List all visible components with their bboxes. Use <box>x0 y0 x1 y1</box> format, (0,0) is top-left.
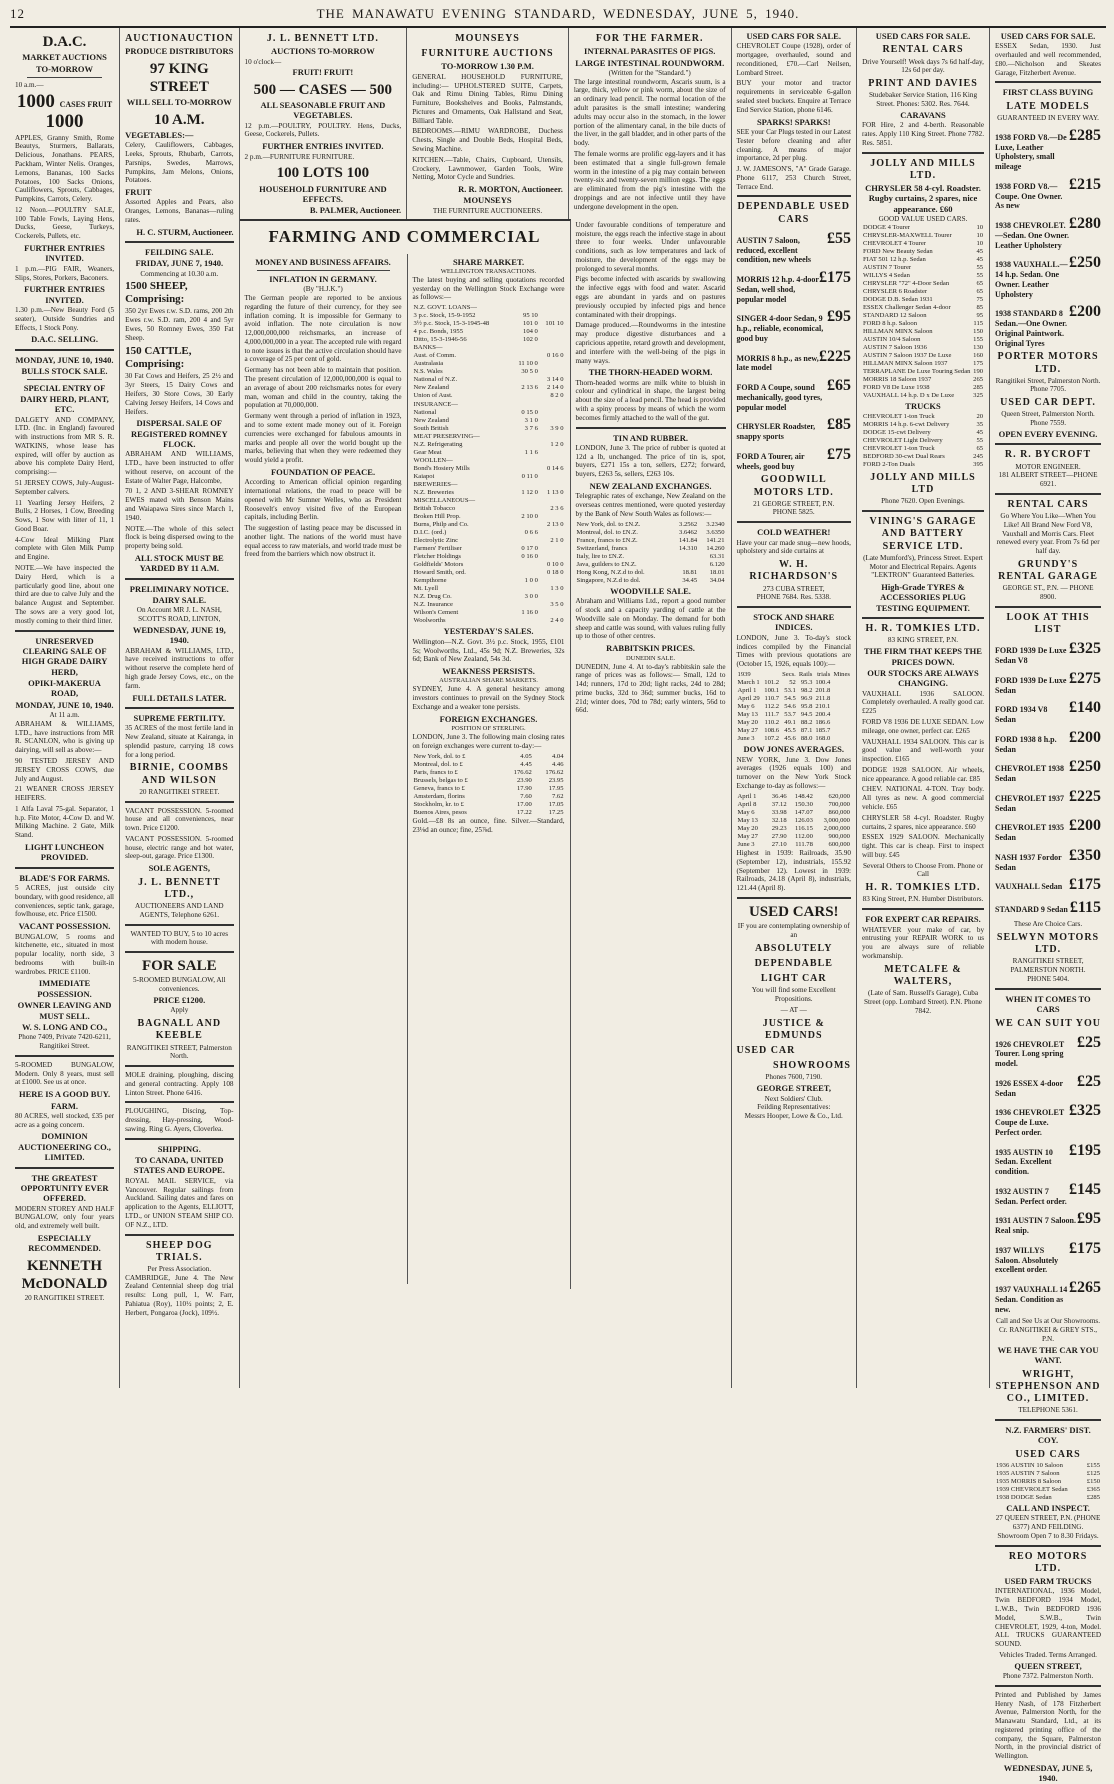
share-row: 3 p.c. Stock, 15-9-1952 95 10 <box>413 312 538 320</box>
fx-row: Montreal, dol. to £ 4.45 4.46 <box>413 760 564 768</box>
dow-row: May 20 29.23 116.15 2,000,000 <box>737 824 850 832</box>
car-row: AUSTIN 7 Saloon 1937 De Luxe 160 <box>862 352 984 360</box>
stock-row: May 20 110.2 49.1 88.2 186.6 <box>737 719 831 727</box>
share-row: Electrolytic Zinc 2 1 0 <box>413 537 564 545</box>
nz-exchange-row: Java, guilders to £N.Z. 6.120 <box>576 560 725 568</box>
truck-row: BEDFORD 30-cwt Dual Rears 245 <box>862 453 984 460</box>
columns <box>10 28 1106 1784</box>
car-listing: 1935 AUSTIN 10 Sedan. Excellent condition. £195 <box>995 1141 1102 1177</box>
truck-row: CHEVROLET 1-ton Truck 65 <box>862 444 984 452</box>
car-listing: 1926 ESSEX 4-door Sedan £25 <box>995 1072 1102 1098</box>
share-row: British Tobacco 2 3 6 <box>413 504 564 512</box>
dow-row: May 27 27.90 112.00 900,000 <box>737 832 850 840</box>
share-row: 4 p.c. Bonds, 1955 104 0 <box>413 328 538 336</box>
fx-row: Stockholm, kr. to £ 17.00 17.05 <box>413 800 564 808</box>
car-row: ESSEX Challenger Sedan 4-door 85 <box>862 304 984 312</box>
car-listing: 1938 FORD V8.—Coupe. One Owner. As new £215 <box>995 175 1102 211</box>
stock-row: May 27 108.6 45.5 87.1 185.7 <box>737 727 831 735</box>
fx-row: Buenos Aires, pesos 17.22 17.25 <box>413 808 564 816</box>
car-row: FORD 8 h.p. Saloon 115 <box>862 320 984 328</box>
car-row: AUSTIN 10/4 Saloon 155 <box>862 336 984 344</box>
bennett-auction-ad: J. L. BENNETT LTD. AUCTIONS TO-MORROW 10 o'clock— FRUIT! FRUIT! 500 — CASES — 500 ALL SEASONABLE FRUIT AND VEGETABLES. 12 p.m.—POULTRY, POULTRY. Hens, Ducks, Geese, Cockerels, Pullets. FURTHER ENTRIES INVITED. 2 p.m.—FURNITURE FURNITURE. 100 LOTS 100 HOUSEHOLD FURNITURE AND EFFECTS. B. PALMER, Auctioneer. <box>240 28 408 219</box>
share-row: Gear Meat 1 1 6 <box>413 448 538 456</box>
car-listing: 1936 CHEVROLET Coupe de Luxe. Perfect order. £325 <box>995 1102 1102 1137</box>
fx-row: Brussels, belgas to £ 23.90 23.95 <box>413 776 564 784</box>
share-row: N.Z. Refrigerating 1 2 0 <box>413 440 564 448</box>
share-row: South British 3 7 6 3 9 0 <box>413 424 564 432</box>
car-listing: FORD A Coupe, sound mechanically, good tyres, popular model £65 <box>736 377 851 412</box>
share-row: D.I.C. (ord.) 0 6 6 <box>413 529 538 537</box>
car-listing: FORD A Tourer, air wheels, good buy £75 <box>736 445 851 471</box>
car-listing: 1931 AUSTIN 7 Saloon. Real snip. £95 <box>995 1210 1102 1236</box>
nz-exchange-row: Italy, lire to £N.Z. 63.31 <box>576 552 725 560</box>
share-row: Ditto, 15-3-1946-56 102 0 <box>413 336 538 344</box>
truck-row: FORD 2-Ton Duals 395 <box>862 461 984 469</box>
car-listing: 1938 STANDARD 8 Sedan.—One Owner. Original Paintwork. Original Tyres £200 <box>995 303 1102 348</box>
centre-block <box>240 28 732 1388</box>
share-row: Howard Smith, ord. 0 18 0 <box>413 569 564 577</box>
farming-commercial-banner: FARMING AND COMMERCIAL <box>268 226 541 246</box>
column-6: USED CARS FOR SALE. CHEVROLET Coupe (1928), order of mortgagee, overhauled, sound and reconditioned, £70.—Carl Neilsen, Lombard Street. BUY your motor and tractor requirements in serviceable 6-gallon sealed steel buckets. Enquire at Terrace End Service Station, phone 6146. SPARKS! SPARKS! SEE your Car Plugs tested in our Latest Tester before cleaning and after cleaning. A means of major importance, 2d per plug. J. W. JAMESON'S, "A" Grade Garage. Phone 6117, 253 Church Street, Terrace End. DEPENDABLE USED CARS AUSTIN 7 Saloon, reduced, excellent condition, new wheels £55 MORRIS 12 h.p. 4-door Sedan, well shod, popular model £175 SINGER 4-door Sedan, 9 h.p., reliable, economical, good buy £95 MORRIS 8 h.p., as new, late model £225 FORD A Coupe, sound mechanically, good tyres, popular model £65 CHRYSLER Roadster, snappy sports £85 FORD A Tourer, air wheels, good buy £75 GOODWILL MOTORS LTD. 21 GEORGE STREET, P.N. PHONE 5825. COLD WEATHER! Have your car made snug—new hoods, upholstery and side curtains at W. H. RICHARDSON'S 273 CUBA STREET, PHONE 7684. Res. 5338. STOCK AND SHARE INDICES. LONDON, June 3. To-day's stock indices compiled by the Financial Times with previous quotations are (October 15, 1926, equals 100):— 1939 Secs. Rails trials Mines March 1 101.2 52 95.3 100.4 April 1 100.1 53.1 98.2 201.8 April 29 110.7 54.5 96.9 211.8 May 6 112.2 54.6 95.8 210.1 May 13 111.7 53.7 94.5 200.4 May 20 110.2 49.1 88.2 186.6 May 27 108.6 45.5 87.1 185.7 June 3 107.2 45.6 88.0 168.0 DOW JONES AVERAGES. NEW YORK, June 3. Dow Jones averages (1926 equals 100) and turnover on the New York Stock Exchange to-day as follows:— April 1 36.46 148.42 620,000 April 8 37.12 150.30 700,000 May 6 33.98 147.07 860,000 May 13 32.18 126.03 3,000,000 May 20 29.23 116.15 2,000,000 May 27 27.90 112.00 900,000 June 3 27.10 111.78 600,000 Highest in 1939: Railroads, 35.90 (September 12), industrials, 155.92 (September 12). Lowest in 1939: Railroads, 24.18 (April 8), industrials, 121.44 (April 8). USED CARS! IF you are contemplating ownership of an ABSOLUTELY DEPENDABLE LIGHT CAR You will find some Excellent Propositions. — AT — JUSTICE & EDMUNDS USED CAR SHOWROOMS Phones 7600, 7190. GEORGE STREET, Next Soldiers' Club. Feilding Representatives: Messrs Hooper, Lowe & Co., Ltd. <box>732 28 857 1388</box>
stock-row: May 6 112.2 54.6 95.8 210.1 <box>737 703 831 711</box>
car-listing: STANDARD 9 Sedan £115 <box>995 898 1102 916</box>
dac-heading: D.A.C. <box>42 34 87 50</box>
dow-row: April 1 36.46 148.42 620,000 <box>737 792 850 800</box>
nz-exchange-row: Montreal, dol. to £N.Z. 3.6462 3.6350 <box>576 528 725 536</box>
share-row: N.Z. GOVT. LOANS— <box>413 304 477 312</box>
farmers-cars-table <box>995 1462 1101 1502</box>
fx-row: Geneva, francs to £ 17.90 17.95 <box>413 784 564 792</box>
kenneth-mcdonald: KENNETH McDONALD <box>21 1257 108 1292</box>
share-row: Goldfields' Motors 0 10 0 <box>413 561 564 569</box>
stock-row: June 3 107.2 45.6 88.0 168.0 <box>737 735 831 743</box>
mounseys-ad: MOUNSEYS FURNITURE AUCTIONS TO-MORROW 1.30 P.M. GENERAL HOUSEHOLD FURNITURE, including:— UPHOLSTERED SUITE, Carpets, Oak and Rimu Dining Tables, Rimu Dining Furniture, Bookshelves and Books, Palmstands, Pictures and Ornaments, Oak Hallstand and Seat, Billiard Table. BEDROOMS.—RIMU WARDROBE, Duchess Chests, Single and Double Beds, Hospital Beds, Sewing Machine. KITCHEN.—Table, Chairs, Cupboard, Utensils, Crockery, Lawnmower, Garden Tools, Wire Netting, Motor Cycle and Sundries. R. R. MORTON, Auctioneer. MOUNSEYS THE FURNITURE AUCTIONEERS. <box>407 28 569 219</box>
share-row: INSURANCE— <box>413 400 458 408</box>
share-row: Fletcher Holdings 0 16 0 <box>413 553 538 561</box>
share-row: N.S. Wales 30 5 0 <box>413 368 538 376</box>
share-row: Bond's Hosiery Mills 0 14 6 <box>413 464 564 472</box>
share-row: MEAT PRESERVING— <box>413 432 480 440</box>
car-listing: MORRIS 12 h.p. 4-door Sedan, well shod, popular model £175 <box>736 269 851 304</box>
jolly-trucks-table <box>862 413 984 469</box>
share-row: BANKS— <box>413 344 443 352</box>
car-row: CHRYSLER-MAXWELL Tourer 10 <box>862 231 984 239</box>
truck-row: MORRIS 14 h.p. 6-cwt Delivery 35 <box>862 420 984 428</box>
car-listing: CHRYSLER Roadster, snappy sports £85 <box>736 416 851 442</box>
share-row: Kaiapoi 0 11 0 <box>413 472 538 480</box>
car-row: CHEVROLET 4 Tourer 10 <box>862 239 984 247</box>
share-row: New Zealand 2 13 6 2 14 0 <box>413 384 564 392</box>
share-row: New Zealand 3 1 0 <box>413 416 538 424</box>
car-listing: 1938 CHEVROLET.—Sedan. One Owner. Leather Upholstery £280 <box>995 215 1102 250</box>
share-row: WOOLLEN— <box>413 456 453 464</box>
nz-exchange-row: Switzerland, francs 14.310 14.260 <box>576 544 725 552</box>
column-1: D.A.C. MARKET AUCTIONS TO-MORROW 10 a.m.— 1000 CASES FRUIT 1000 APPLES, Granny Smith, Rome Beautys, Sturmers, Ballarats, Delicious, Jonathans. PEARS, Packham, Winter Nelis. Oranges, Lemons, Bananas, 100 Sacks Potatoes, 100 Sacks Onions, Cauliflowers, Sprouts, Cabbages, Pumpkins, Carrots, Celery. 12 Noon.—POULTRY SALE, 100 Table Fowls, Laying Hens, Ducks, Geese, Turkeys, Cockerels, Pullets, etc. FURTHER ENTRIES INVITED. 1 p.m.—PIG FAIR, Weaners, Slips, Stores, Porkers, Baconers. FURTHER ENTRIES INVITED. 1.30 p.m.—New Beauty Ford (5 seater), Outside Sundries and Effects, 1 Stock Pony. D.A.C. SELLING. MONDAY, JUNE 10, 1940. BULLS STOCK SALE. SPECIAL ENTRY OF DAIRY HERD, PLANT, ETC. DALGETY AND COMPANY, LTD. (Inc. in England) favoured with instructions from MR S. R. WATKINS, whose lease has expired, will offer by auction as above his complete Dairy Herd, comprising:— 51 JERSEY COWS, July-August-September calvers. 11 Yearling Jersey Heifers, 2 Bulls, 2 Horses, 1 Cow, Breeding Sows, 1 Sow with litter of 11, 1 Good Boar. 4-Cow Ideal Milking Plant complete with Glen Milk Pump and Engine. NOTE.—We have inspected the Dairy Herd, which is a particularly good line, about one third are due to calve July and the balance August and September. The sows are a very good lot, mostly coming to their third litter. UNRESERVED CLEARING SALE OF HIGH GRADE DAIRY HERD, OPIKI-MAKERUA ROAD, MONDAY, JUNE 10, 1940. At 11 a.m. ABRAHAM & WILLIAMS, LTD., have instructions from MR R. SCANLON, who is giving up dairying, will sell as above:— 90 TESTED JERSEY AND JERSEY CROSS COWS, due July and August. 21 WEANER CROSS JERSEY HEIFERS. 1 Alfa Laval 75-gal. Separator, 1 h.p. Fite Motor, 4-Cow D. and W. Milking Machine. 2 Gate, Milk Stand. LIGHT LUNCHEON PROVIDED. BLADE'S FOR FARMS. 5 ACRES, just outside city boundary, with good residence, all conveniences, septic tank, garage, fowlhouse, etc. Price £1500. VACANT POSSESSION. BUNGALOW, 5 rooms and kitchenette, etc., situated in most popular locality, north side, 3 bedrooms with built-in wardrobes. PRICE £1100. IMMEDIATE POSSESSION. OWNER LEAVING AND MUST SELL. W. S. LONG AND CO., Phone 7409, Private 7420-6211, Rangitikei Street. 5-ROOMED BUNGALOW, Modern. Only 8 years, must sell at £1000. See us at once. HERE IS A GOOD BUY. FARM. 80 ACRES, well stocked, £35 per acre as a going concern. DOMINION AUCTIONEERING CO., LIMITED. THE GREATEST OPPORTUNITY EVER OFFERED. MODERN STOREY AND HALF BUNGALOW, only four years old, and extremely well built. ESPECIALLY RECOMMENDED. KENNETH McDONALD 20 RANGITIKEI STREET. <box>10 28 120 1388</box>
car-row: HILLMAN MINX Saloon 150 <box>862 328 984 336</box>
nz-exchange-table <box>576 521 726 585</box>
share-row: National 0 15 0 <box>413 408 538 416</box>
car-listing: MORRIS 8 h.p., as new, late model £225 <box>736 347 851 373</box>
share-market-article: SHARE MARKET. WELLINGTON TRANSACTIONS. The latest buying and selling quotations recorded yesterday on the Wellington Stock Exchange were as follows:— N.Z. GOVT. LOANS— 3 p.c. Stock, 15-9-1952 95 10 3½ p.c. Stock, 15-3-1945-48 101 0 101 10 4 p.c. Bonds, 1955 104 0 Ditto, 15-3-1946-56 102 0 BANKS— Aust. of Comm. 0 16 0 Australasia 11 10 0 N.S. Wales 30 5 0 National of N.Z. 3 14 0 New Zealand 2 13 6 2 14 0 Union of Aust. 8 2 0 INSURANCE— National 0 15 0 New Zealand 3 1 0 South British 3 7 6 3 9 0 MEAT PRESERVING— N.Z. Refrigerating 1 2 0 Gear Meat 1 1 6 WOOLLEN— Bond's Hosiery Mills 0 14 6 Kaiapoi 0 11 0 BREWERIES— N.Z. Breweries 1 12 0 1 13 0 MISCELLANEOUS— British Tobacco 2 3 6 Broken Hill Prop. 2 10 0 Burns, Philp and Co. 2 13 0 D.I.C. (ord.) 0 6 6 Electrolytic Zinc 2 1 0 Farmers' Fertiliser 0 17 0 Fletcher Holdings 0 16 0 Goldfields' Motors 0 10 0 Howard Smith, ord. 0 18 0 Kempthorne 1 0 0 Mt. Lyell 1 3 0 N.Z. Drug Co. 3 0 0 N.Z. Insurance 3 5 0 Wilson's Cement 1 16 0 Woolworths 2 4 0 YESTERDAY'S SALES. Wellington—N.Z. Govt. 3½ p.c. Stock, 1955, £101 5s; Woolworths, Ltd., 45s 9d; N.Z. Breweries, 32s 6d; Bank of New Zealand, 54s 3d. WEAKNESS PERSISTS. AUSTRALIAN SHARE MARKETS. SYDNEY, June 4. A general hesitancy among investors continues to prevail on the Sydney Stock Exchange and a weaker tone persists. FOREIGN EXCHANGES. POSITION OF STERLING. LONDON, June 3. The following main closing rates on foreign exchanges were current to-day:— New York, dol. to £ 4.05 4.04 Montreal, dol. to £ 4.45 4.46 Paris, francs to £ 176.62 176.62 Brussels, belgas to £ 23.90 23.95 Geneva, francs to £ 17.90 17.95 Amsterdam, florins 7.60 7.62 Stockholm, kr. to £ 17.00 17.05 Buenos Aires, pesos 17.22 17.25 Gold.—£8 8s an ounce, fine. Silver.—Standard, 23⅛d an ounce; fine, 25⅞d. <box>412 256 565 834</box>
car-listing: CHEVROLET 1938 Sedan £250 <box>995 758 1102 784</box>
car-row: STANDARD 12 Saloon 95 <box>862 312 984 320</box>
truck-row: CHEVROLET 1-ton Truck 20 <box>862 412 984 420</box>
fx-table <box>413 753 565 817</box>
share-row: Aust. of Comm. 0 16 0 <box>413 352 564 360</box>
money-affairs-article: MONEY AND BUSINESS AFFAIRS. INFLATION IN GERMANY. (By "H.J.K.") The German people are reported to be anxious regarding the future of their currency, for they see inflation coming. It is impossible for Germany to avoid inflation. The note circulation is now 12,000,000,000 reichsmarks, an increase of 4,000,000,000 in a year. The accepted rule with regard to note issues is that the active circulation should have a coverage of 25 per cent of gold. Germany has not been able to maintain that position. The present circulation of 12,000,000,000 is equal to an average of about 200 reichsmarks notes for every man, woman and child in the country, taking the population at 70,000,000. Germany went through a period of inflation in 1923, and to some extent made money out of it. Foreign currencies were exchanged for fabulous amounts in marks and people all over the world bought up the marks, believing that when they were redeemed they would yield a profit. FOUNDATION OF PEACE. According to American official opinion regarding international relations, the road to peace will be opened with Mr Sumner Welles, who as President Roosevelt's envoy visited five of the European capitals, including Berlin. The suggestion of lasting peace may be discussed in another light. The nations of the world must have equal access to raw materials, and world trade must be freed from the barriers which now obstruct it. <box>240 254 408 1284</box>
car-row: AUSTIN 7 Tourer 55 <box>862 263 984 271</box>
car-listing: 1932 AUSTIN 7 Sedan. Perfect order. £145 <box>995 1180 1102 1206</box>
car-listing: FORD 1938 8 h.p. Sedan £200 <box>995 728 1102 754</box>
car-row: 1938 DODGE Sedan £285 <box>996 1493 1101 1501</box>
car-row: 1936 AUSTIN 10 Saloon £155 <box>996 1461 1101 1469</box>
car-row: AUSTIN 7 Saloon 1936 130 <box>862 344 984 352</box>
car-row: VAUXHALL 14 h.p. D x De Luxe 325 <box>862 392 984 400</box>
nz-exchange-row: Hong Kong, N.Z.d to dol. 18.81 18.01 <box>576 568 725 576</box>
nz-exchange-row: New York, dol. to £N.Z. 3.2562 3.2340 <box>576 520 725 528</box>
stock-row: March 1 101.2 52 95.3 100.4 <box>737 678 831 686</box>
share-row: Farmers' Fertiliser 0 17 0 <box>413 545 538 553</box>
suit-list <box>995 1033 1101 1315</box>
car-listing: NASH 1937 Fordor Sedan £350 <box>995 846 1102 872</box>
share-row: Union of Aust. 8 2 0 <box>413 392 564 400</box>
share-row: Australasia 11 10 0 <box>413 360 538 368</box>
nz-exchange-row: France, francs to £N.Z. 141.84 141.21 <box>576 536 725 544</box>
dow-table <box>737 793 851 849</box>
stock-index-table <box>737 671 851 743</box>
car-listing: AUSTIN 7 Saloon, reduced, excellent condition, new wheels £55 <box>736 229 851 265</box>
farmer-article-top: FOR THE FARMER. INTERNAL PARASITES OF PIGS. LARGE INTESTINAL ROUNDWORM. (Written for the "Standard.") The large intestinal roundworm, Ascaris suum, is a large, thick, yellow or pink worm, about the size of an ordinary lead pencil. The normal location of the adult parasites is the small intestine; wandering adults may occur also in the stomach, in the lower portion of the alimentary canal, in the bile ducts of the liver, in the gall bladder, and in other parts of the body. The female worms are prolific egg-layers and it has been estimated that a single full-grown female worm in the intestine of a pig may contain between twenty-six and twenty-seven million eggs. The eggs are eliminated from the pig's intestine with the droppings and are not infective until they have undergone development in the open. <box>573 33 726 211</box>
stock-row: April 1 100.1 53.1 98.2 201.8 <box>737 687 831 695</box>
fruit-cases-heading: 1000 CASES FRUIT 1000 <box>16 90 113 132</box>
car-row: FORD V8 De Luxe 1938 285 <box>862 384 984 392</box>
car-listing: 1926 CHEVROLET Tourer. Long spring model. £25 <box>995 1033 1102 1069</box>
page-number: 12 <box>10 6 25 21</box>
column-2: AUCTION AUCTION PRODUCE DISTRIBUTORS 97 KING STREET WILL SELL TO-MORROW 10 A.M. VEGETABLES:— Celery, Cauliflowers, Cabbages, Leeks, Sprouts, Rhubarb, Carrots, Parsnips, Swedes, Marrows, Pumpkins, Jam Melons, Onions, Potatoes. FRUIT Assorted Apples and Pears, also Oranges, Lemons, Bananas—ruling rates. H. C. STURM, Auctioneer. FEILDING SALE. FRIDAY, JUNE 7, 1940. Commencing at 10.30 a.m. 1500 SHEEP, Comprising: 350 2yr Ewes r.w. S.D. rams, 200 2th Ewes r.w. S.D. ram, 200 4 and 5yr Ewes, 50 Romney Ewes, 350 Fat Sheep. 150 CATTLE, Comprising: 30 Fat Cows and Heifers, 25 2½ and 3yr Steers, 15 Dairy Cows and Heifers, 30 Store Cows, 30 Early Calving Jersey Heifers, 14 Cows and Heifers. DISPERSAL SALE OF REGISTERED ROMNEY FLOCK. ABRAHAM AND WILLIAMS, LTD., have been instructed to offer without reserve, on account of the Estate of Walter Page, Halcombe, 70 1, 2 AND 3-SHEAR ROMNEY EWES mated with Benson Mains and Waiapawa Sires since March 1, 1940. NOTE.—The whole of this select flock is being dispersed owing to the property being sold. ALL STOCK MUST BE YARDED BY 11 A.M. PRELIMINARY NOTICE. DAIRY SALE. On Account MR J. L. NASH, SCOTT'S ROAD, LINTON, WEDNESDAY, JUNE 19, 1940. ABRAHAM & WILLIAMS, LTD., have received instructions to offer without reserve the complete herd of high grade Jersey Cows, etc., on the farm. FULL DETAILS LATER. SUPREME FERTILITY. 35 ACRES of the most fertile land in New Zealand, situate at Kairanga, in splendid pasture, carrying 18 cows for a long period. BIRNIE, COOMBS AND WILSON 20 RANGITIKEI STREET. VACANT POSSESSION. 5-roomed house and all conveniences, near town. Price £1200. VACANT POSSESSION. 5-roomed house, electric range and hot water, sleep-out, garage. Price £1300. SOLE AGENTS, J. L. BENNETT LTD., AUCTIONEERS AND LAND AGENTS, Telephone 6261. WANTED TO BUY, 5 to 10 acres with modern house. FOR SALE 5-ROOMED BUNGALOW, All conveniences. PRICE £1200. Apply BAGNALL AND KEEBLE RANGITIKEI STREET, Palmerston North. MOLE draining, ploughing, discing and general contracting. Apply 108 Linton Street. Phone 6416. PLOUGHING, Discing, Top-dressing, Hay-pressing, Wood-sawing. Ring G. Ayers, Cloverlea. SHIPPING. TO CANADA, UNITED STATES AND EUROPE. ROYAL MAIL SERVICE, via Vancouver. Regular sailings from Auckland. Sailing dates and fares on application to the Agents, ELLIOTT, LTD., or UNION STEAM SHIP CO. OF N.Z., LTD. SHEEP DOG TRIALS. Per Press Association. CAMBRIDGE, June 4. The New Zealand Centennial sheep dog trial results: Long pull, 1, W. Farr, Pahiatua (Roy), 110½ points; 2, E. Herbert, Pongaroa (Jock), 109½. <box>120 28 239 1388</box>
car-row: WILLYS 4 Sedan 55 <box>862 271 984 279</box>
car-row: 1939 CHEVROLET Sedan £365 <box>996 1485 1101 1493</box>
share-row: Mt. Lyell 1 3 0 <box>413 585 564 593</box>
car-listing: SINGER 4-door Sedan, 9 h.p., reliable, economical, good buy £95 <box>736 308 851 343</box>
late-models-list <box>995 126 1101 349</box>
look-list <box>995 639 1101 917</box>
column-7: USED CARS FOR SALE. RENTAL CARS Drive Yourself! Week days 7s 6d half-day, 12s 6d per day. PRINT AND DAVIES Studebaker Service Station, 116 King Street. Phones: 5302. Res. 7644. CARAVANS FOR Hire, 2 and 4-berth. Reasonable rates. Apply 110 King Street. Phone 7782. Res. 5851. JOLLY AND MILLS LTD. CHRYSLER 58 4-cyl. Roadster. Rugby curtains, 2 spares, nice appearance. £60 GOOD VALUE USED CARS. DODGE 4 Tourer 10 CHRYSLER-MAXWELL Tourer 10 CHEVROLET 4 Tourer 10 FORD New Beauty Sedan 45 FIAT 501 12 h.p. Sedan 45 AUSTIN 7 Tourer 55 WILLYS 4 Sedan 55 CHRYSLER "72" 4-Door Sedan 65 CHRYSLER 6 Roadster 65 DODGE D.B. Sedan 1931 75 ESSEX Challenger Sedan 4-door 85 STANDARD 12 Saloon 95 FORD 8 h.p. Saloon 115 HILLMAN MINX Saloon 150 AUSTIN 10/4 Saloon 155 AUSTIN 7 Saloon 1936 130 AUSTIN 7 Saloon 1937 De Luxe 160 HILLMAN MINX Saloon 1937 175 TERRAPLANE De Luxe Touring Sedan 190 MORRIS 18 Saloon 1937 265 FORD V8 De Luxe 1938 285 VAUXHALL 14 h.p. D x De Luxe 325 TRUCKS CHEVROLET 1-ton Truck 20 MORRIS 14 h.p. 6-cwt Delivery 35 DODGE 15-cwt Delivery 45 CHEVROLET Light Delivery 55 CHEVROLET 1-ton Truck 65 BEDFORD 30-cwt Dual Rears 245 FORD 2-Ton Duals 395 JOLLY AND MILLS LTD Phone 7620. Open Evenings. VINING'S GARAGE AND BATTERY SERVICE LTD. (Late Mumford's), Princess Street. Expert Motor and Electrical Repairs. Agents "LEKTRON" Guaranteed Batteries. High-Grade TYRES & ACCESSORIES PLUG TESTING EQUIPMENT. H. R. TOMKIES LTD. 83 KING STREET, P.N. THE FIRM THAT KEEPS THE PRICES DOWN. OUR STOCKS ARE ALWAYS CHANGING. VAUXHALL 1936 SALOON. Completely overhauled. A really good car. £225 FORD V8 1936 DE LUXE SEDAN. Low mileage, one owner, perfect car. £265 VAUXHALL 1934 SALOON. This car is good value and well-worth your inspection. £165 DODGE 1928 SALOON. Air wheels, nice appearance. A good reliable car. £85 CHEV. NATIONAL 4-TON. Tray body. All tyres as new. A good commercial vehicle. £65 CHRYSLER 58 4-cyl. Roadster. Rugby curtains, 2 spares, nice appearance. £60 ESSEX 1929 SALOON. Mechanically tight. This car is cheap. First to inspect will buy. £45 Several Others to Choose From. Phone or Call H. R. TOMKIES LTD. 83 King Street, P.N. Humber Distributors. FOR EXPERT CAR REPAIRS. WHATEVER your make of car, by entrusting your REPAIR WORK to us you are always sure of reliable workmanship. METCALFE & WALTERS, (Late of Sam. Russell's Garage), Cuba Street (opp. Lombard Street). P.N. Phone 7842. <box>857 28 990 1388</box>
truck-row: DODGE 15-cwt Delivery 45 <box>862 428 984 436</box>
share-row: N.Z. Drug Co. 3 0 0 <box>413 593 538 601</box>
car-listing: 1937 WILLYS Saloon. Absolutely excellent order. £175 <box>995 1239 1102 1275</box>
nz-exchange-row: Singapore, N.Z.d to dol. 34.45 34.04 <box>576 576 725 584</box>
dow-row: June 3 27.10 111.78 600,000 <box>737 840 850 848</box>
car-listing: 1938 FORD V8.—De Luxe, Leather Upholstery, small mileage £285 <box>995 126 1102 172</box>
dow-row: May 13 32.18 126.03 3,000,000 <box>737 816 850 824</box>
jolly-cars-table <box>862 224 984 401</box>
dependable-cars-list <box>737 229 851 472</box>
dow-row: April 8 37.12 150.30 700,000 <box>737 800 850 808</box>
car-listing: VAUXHALL Sedan £175 <box>995 876 1102 894</box>
share-row: Kempthorne 1 0 0 <box>413 577 538 585</box>
share-row: Burns, Philp and Co. 2 13 0 <box>413 520 564 528</box>
car-listing: FORD 1939 De Luxe Sedan £275 <box>995 669 1102 695</box>
share-table <box>413 304 565 625</box>
share-row: N.Z. Breweries 1 12 0 1 13 0 <box>413 488 564 496</box>
car-listing: CHEVROLET 1937 Sedan £225 <box>995 787 1102 813</box>
share-row: 3½ p.c. Stock, 15-3-1945-48 101 0 101 10 <box>413 320 564 328</box>
car-listing: 1937 VAUXHALL 14 Sedan. Condition as new. £265 <box>995 1279 1102 1314</box>
car-row: DODGE 4 Tourer 10 <box>862 223 984 231</box>
car-row: HILLMAN MINX Saloon 1937 175 <box>862 360 984 368</box>
share-row: National of N.Z. 3 14 0 <box>413 376 564 384</box>
column-8: USED CARS FOR SALE. ESSEX Sedan, 1930. Just overhauled and well recommended, £80.—Nicholson and Skeates Garage, Fitzherbert Avenue. FIRST CLASS BUYING LATE MODELS GUARANTEED IN EVERY WAY. 1938 FORD V8.—De Luxe, Leather Upholstery, small mileage £285 1938 FORD V8.—Coupe. One Owner. As new £215 1938 CHEVROLET.—Sedan. One Owner. Leather Upholstery £280 1938 VAUXHALL.—14 h.p. Sedan. One Owner. Leather Upholstery £250 1938 STANDARD 8 Sedan.—One Owner. Original Paintwork. Original Tyres £200 PORTER MOTORS LTD. Rangitikei Street, Palmerston North. Phone 7705. USED CAR DEPT. Queen Street, Palmerston North. Phone 7559. OPEN EVERY EVENING. R. R. BYCROFT MOTOR ENGINEER. 181 ALBERT STREET—PHONE 6921. RENTAL CARS Go Where You Like—When You Like! All Brand New Ford V8, Vauxhall and Morris Cars. Fleet renewed every year. From 7s 6d per half day. GRUNDY'S RENTAL GARAGE GEORGE ST., P.N. — PHONE 8900. LOOK AT THIS LIST FORD 1939 De Luxe Sedan V8 £325 FORD 1939 De Luxe Sedan £275 FORD 1934 V8 Sedan £140 FORD 1938 8 h.p. Sedan £200 CHEVROLET 1938 Sedan £250 CHEVROLET 1937 Sedan £225 CHEVROLET 1935 Sedan £200 NASH 1937 Fordor Sedan £350 VAUXHALL Sedan £175 STANDARD 9 Sedan £115 These Are Choice Cars. SELWYN MOTORS LTD. RANGITIKEI STREET, PALMERSTON NORTH. PHONE 5404. WHEN IT COMES TO CARS WE CAN SUIT YOU 1926 CHEVROLET Tourer. Long spring model. £25 1926 ESSEX 4-door Sedan £25 1936 CHEVROLET Coupe de Luxe. Perfect order. £325 1935 AUSTIN 10 Sedan. Excellent condition. £195 1932 AUSTIN 7 Sedan. Perfect order. £145 1931 AUSTIN 7 Saloon. Real snip. £95 1937 WILLYS Saloon. Absolutely excellent order. £175 1937 VAUXHALL 14 Sedan. Condition as new. £265 Call and See Us at Our Showrooms. Cr. RANGITIKEI & GREY STS., P.N. WE HAVE THE CAR YOU WANT. WRIGHT, STEPHENSON AND CO., LIMITED. TELEPHONE 5361. N.Z. FARMERS' DIST. COY. USED CARS 1936 AUSTIN 10 Saloon £155 1935 AUSTIN 7 Saloon £125 1935 MORRIS 8 Saloon £150 1939 CHEVROLET Sedan £365 1938 DODGE Sedan £285 CALL AND INSPECT. 27 QUEEN STREET, P.N. (PHONE 6377) AND FEILDING. Showroom Open 7 to 8.30 Fridays. REO MOTORS LTD. USED FARM TRUCKS INTERNATIONAL, 1936 Model, Twin BEDFORD 1934 Model, L.W.B., Twin BEDFORD 1936 Model, S.W.B., Twin CHEVROLET, 1929, 4-ton, Model. ALL TRUCKS GUARANTEED SOUND. Vehicles Traded. Terms Arranged. QUEEN STREET, Phone 7372. Palmerston North. Printed and Published by James Henry Nash, of 178 Fitzherbert Avenue, Palmerston North, for the Manawatu Standard, Ltd., at its registered printing office of the company, the Square, Palmerston North, in the provincial district of Wellington. WEDNESDAY, JUNE 5, 1940. <box>995 31 1102 1784</box>
share-row: MISCELLANEOUS— <box>413 496 476 504</box>
car-listing: 1938 VAUXHALL.—14 h.p. Sedan. One Owner. Leather Upholstery £250 <box>995 254 1102 299</box>
car-row: MORRIS 18 Saloon 1937 265 <box>862 376 984 384</box>
stock-row: April 29 110.7 54.5 96.9 211.8 <box>737 695 831 703</box>
car-row: CHRYSLER 6 Roadster 65 <box>862 288 984 296</box>
stock-row: May 13 111.7 53.7 94.5 200.4 <box>737 711 831 719</box>
car-row: DODGE D.B. Sedan 1931 75 <box>862 296 984 304</box>
truck-row: CHEVROLET Light Delivery 55 <box>862 436 984 444</box>
car-listing: FORD 1934 V8 Sedan £140 <box>995 699 1102 725</box>
car-row: FORD New Beauty Sedan 45 <box>862 247 984 255</box>
farmer-article-bottom: Under favourable conditions of temperature and moisture, the eggs reach the infective stage in about three to four weeks. Under unfavourable conditions, such as low temperatures and lack of moisture, the development of the eggs may be prolonged to several months. Pigs become infected with ascarids by swallowing the infective eggs with food and water. Ascarid eggs are abundant in yards and on pastures previously occupied by infected pigs and hence contaminated with their droppings. Damage produced.—Roundworms in the intestine may produce digestive disturbances and a capricious appetite, retard growth and development, and interfere with the well-being of the pigs in many ways. THE THORN-HEADED WORM. Thorn-headed worms are milk white to bluish in colour and cylindrical in shape, the largest being about the size of a lead pencil. The head is provided with a spiny process by means of which the worm becomes firmly attached to the wall of the gut. TIN AND RUBBER. LONDON, June 3. The price of rubber is quoted at 12d a lb, unchanged. The price of tin is, spot, buyers, £271 15s a ton, sellers, £272; forward, buyers, £263 5s, sellers, £263 10s. NEW ZEALAND EXCHANGES. Telegraphic rates of exchange, New Zealand on the overseas centres mentioned, were quoted yesterday by the Bank of New South Wales as follows:— New York, dol. to £N.Z. 3.2562 3.2340 Montreal, dol. to £N.Z. 3.6462 3.6350 France, francs to £N.Z. 141.84 141.21 Switzerland, francs 14.310 14.260 Italy, lire to £N.Z. 63.31 Java, guilders to £N.Z. 6.120 Hong Kong, N.Z.d to dol. 18.81 18.01 Singapore, N.Z.d to dol. 34.45 34.04 WOODVILLE SALE. Abraham and Williams Ltd., report a good number of stock and a capacity yarding of cattle at the Woodville sale on Monday. The demand for both sheep and cattle was sound, with values ruling fully up to those of other centres. RABBITSKIN PRICES. DUNEDIN SALE. DUNEDIN, June 4. At to-day's rabbitskin sale the range of prices was as follows:— Small, 12d to 14d; runners, 17d to 20d; light racks, 24d to 28d; prime bucks, 32d to 36d; summer bucks, 16d to 21d; winter does, 70d to 78d; early winters, 56d to 66d. <box>575 220 726 715</box>
car-row: 1935 MORRIS 8 Saloon £150 <box>996 1477 1101 1485</box>
fx-row: New York, dol. to £ 4.05 4.04 <box>413 752 564 760</box>
share-row: Broken Hill Prop. 2 10 0 <box>413 512 538 520</box>
car-listing: FORD 1939 De Luxe Sedan V8 £325 <box>995 640 1102 666</box>
fx-row: Paris, francs to £ 176.62 176.62 <box>413 768 564 776</box>
share-row: N.Z. Insurance 3 5 0 <box>413 601 564 609</box>
car-row: CHRYSLER "72" 4-Door Sedan 65 <box>862 280 984 288</box>
fx-row: Amsterdam, florins 7.60 7.62 <box>413 792 564 800</box>
page-title: THE MANAWATU EVENING STANDARD, WEDNESDAY, JUNE 5, 1940. <box>316 6 800 21</box>
share-row: BREWERIES— <box>413 480 458 488</box>
car-listing: CHEVROLET 1935 Sedan £200 <box>995 817 1102 843</box>
masthead <box>10 6 1106 24</box>
dow-row: May 6 33.98 147.07 860,000 <box>737 808 850 816</box>
share-row: Wilson's Cement 1 16 0 <box>413 609 538 617</box>
stock-row: 1939 Secs. Rails trials Mines <box>737 670 850 678</box>
car-row: FIAT 501 12 h.p. Sedan 45 <box>862 255 984 263</box>
car-row: 1935 AUSTIN 7 Saloon £125 <box>996 1469 1101 1477</box>
share-row: Woolworths 2 4 0 <box>413 617 564 625</box>
car-row: TERRAPLANE De Luxe Touring Sedan 190 <box>862 368 984 376</box>
